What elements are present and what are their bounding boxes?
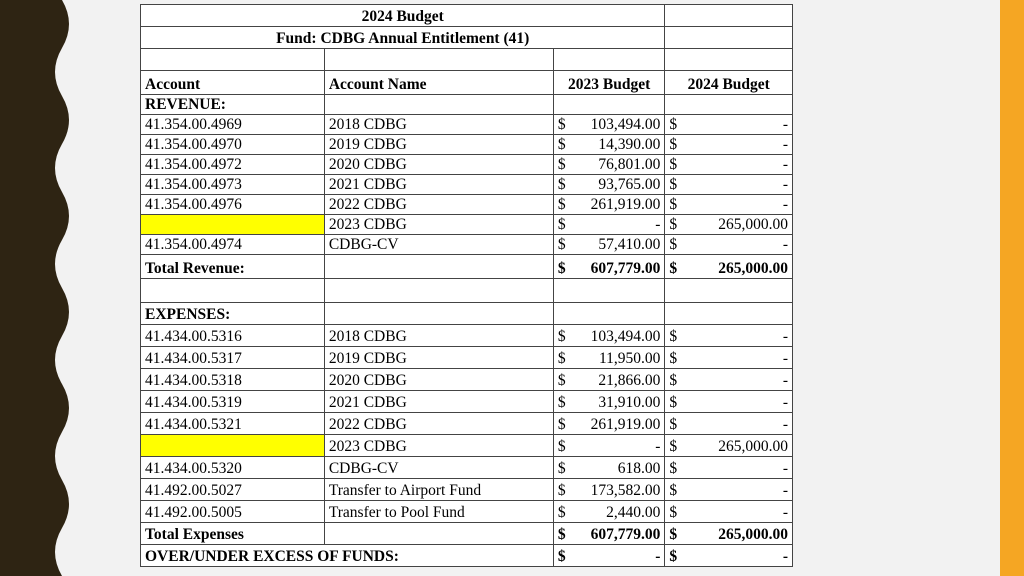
budget-title: 2024 Budget (141, 5, 665, 27)
budget-2023-cell (553, 215, 665, 235)
currency-symbol: $ (669, 416, 678, 433)
blank-cell (324, 49, 553, 71)
currency-symbol: $ (669, 350, 678, 367)
blank-cell (324, 95, 553, 115)
expenses-row (141, 347, 793, 369)
budget-2023-cell (553, 479, 665, 501)
account-name: 2022 CDBG (324, 413, 553, 435)
excess-row (141, 545, 793, 567)
account-name: 2018 CDBG (324, 325, 553, 347)
currency-symbol: $ (557, 526, 566, 543)
revenue-row (141, 135, 793, 155)
amount: - (782, 548, 788, 565)
blank-cell (665, 95, 793, 115)
col-header-account: Account (141, 71, 325, 95)
currency-symbol: $ (557, 260, 566, 277)
blank-cell (324, 523, 553, 545)
budget-2023-cell (553, 391, 665, 413)
amount: - (655, 548, 661, 565)
excess-2023-cell (553, 545, 665, 567)
amount: 265,000.00 (718, 526, 788, 543)
currency-symbol: $ (557, 372, 566, 389)
revenue-total-label: Total Revenue: (141, 255, 325, 279)
excess-2024-cell (665, 545, 793, 567)
currency-symbol: $ (669, 328, 678, 345)
account-name: 2021 CDBG (324, 391, 553, 413)
currency-symbol: $ (557, 236, 566, 253)
budget-2024-cell (665, 115, 793, 135)
currency-symbol: $ (669, 260, 678, 277)
revenue-heading: REVENUE: (141, 95, 325, 115)
budget-2023-cell (553, 325, 665, 347)
col-header-account-name: Account Name (324, 71, 553, 95)
currency-symbol: $ (669, 216, 678, 233)
budget-2024-cell (665, 391, 793, 413)
blank-cell (665, 5, 793, 27)
amount: - (782, 116, 788, 133)
budget-2023-cell (553, 115, 665, 135)
total-2024-cell (665, 523, 793, 545)
expenses-heading-row (141, 303, 793, 325)
account-number: 41.434.00.5317 (141, 347, 325, 369)
currency-symbol: $ (669, 504, 678, 521)
revenue-row (141, 195, 793, 215)
expenses-row (141, 501, 793, 523)
budget-2024-cell (665, 501, 793, 523)
currency-symbol: $ (557, 504, 566, 521)
currency-symbol: $ (557, 176, 566, 193)
amount: 265,000.00 (718, 260, 788, 277)
account-number: 41.492.00.5005 (141, 501, 325, 523)
currency-symbol: $ (557, 482, 566, 499)
currency-symbol: $ (557, 416, 566, 433)
currency-symbol: $ (669, 372, 678, 389)
budget-2024-cell (665, 195, 793, 215)
fund-title: Fund: CDBG Annual Entitlement (41) (141, 27, 665, 49)
amount: 618.00 (617, 460, 661, 477)
blank-cell (665, 279, 793, 303)
blank-row (141, 49, 793, 71)
blank-cell (553, 49, 665, 71)
account-name: CDBG-CV (324, 457, 553, 479)
blank-cell (665, 49, 793, 71)
currency-symbol: $ (557, 116, 566, 133)
amount: 265,000.00 (718, 216, 788, 233)
amount: - (782, 196, 788, 213)
amount: - (655, 216, 661, 233)
budget-2024-cell (665, 155, 793, 175)
currency-symbol: $ (557, 548, 566, 565)
amount: 21,866.00 (598, 372, 661, 389)
amount: 173,582.00 (590, 482, 661, 499)
account-number: 41.434.00.5316 (141, 325, 325, 347)
blank-cell (553, 279, 665, 303)
expenses-heading: EXPENSES: (141, 303, 325, 325)
account-number: 41.354.00.4972 (141, 155, 325, 175)
account-name: 2020 CDBG (324, 369, 553, 391)
currency-symbol: $ (669, 136, 678, 153)
amount: - (782, 372, 788, 389)
left-wavy-decoration (0, 0, 90, 576)
currency-symbol: $ (669, 438, 678, 455)
currency-symbol: $ (557, 136, 566, 153)
amount: 57,410.00 (598, 236, 661, 253)
amount: 103,494.00 (590, 116, 661, 133)
currency-symbol: $ (669, 482, 678, 499)
budget-2023-cell (553, 195, 665, 215)
amount: 607,779.00 (590, 260, 661, 277)
blank-cell (324, 279, 553, 303)
col-header-2024-budget: 2024 Budget (665, 71, 793, 95)
column-header-row (141, 71, 793, 95)
currency-symbol: $ (557, 438, 566, 455)
currency-symbol: $ (557, 216, 566, 233)
revenue-heading-row (141, 95, 793, 115)
expenses-row (141, 369, 793, 391)
amount: - (655, 438, 661, 455)
budget-2023-cell (553, 435, 665, 457)
amount: 261,919.00 (590, 416, 661, 433)
account-name: Transfer to Pool Fund (324, 501, 553, 523)
budget-2024-cell (665, 135, 793, 155)
account-name: 2023 CDBG (324, 435, 553, 457)
amount: 31,910.00 (598, 394, 661, 411)
blank-cell (553, 95, 665, 115)
budget-2023-cell (553, 155, 665, 175)
budget-2023-cell (553, 457, 665, 479)
revenue-row (141, 235, 793, 255)
currency-symbol: $ (557, 328, 566, 345)
currency-symbol: $ (557, 460, 566, 477)
amount: - (782, 482, 788, 499)
currency-symbol: $ (669, 394, 678, 411)
account-name: 2021 CDBG (324, 175, 553, 195)
amount: - (782, 504, 788, 521)
expenses-row (141, 479, 793, 501)
expenses-row (141, 391, 793, 413)
total-2023-cell (553, 523, 665, 545)
amount: - (782, 394, 788, 411)
account-name: Transfer to Airport Fund (324, 479, 553, 501)
amount: - (782, 328, 788, 345)
account-name: 2018 CDBG (324, 115, 553, 135)
budget-2024-cell (665, 235, 793, 255)
budget-2024-cell (665, 369, 793, 391)
revenue-row (141, 175, 793, 195)
budget-2023-cell (553, 135, 665, 155)
expenses-total-label: Total Expenses (141, 523, 325, 545)
amount: 14,390.00 (598, 136, 661, 153)
currency-symbol: $ (669, 236, 678, 253)
amount: - (782, 350, 788, 367)
account-number: 41.354.00.4976 (141, 195, 325, 215)
currency-symbol: $ (669, 460, 678, 477)
account-name: CDBG-CV (324, 235, 553, 255)
excess-label: OVER/UNDER EXCESS OF FUNDS: (141, 545, 554, 567)
account-number: 41.492.00.5027 (141, 479, 325, 501)
amount: 103,494.00 (590, 328, 661, 345)
revenue-row (141, 115, 793, 135)
amount: - (782, 156, 788, 173)
account-name: 2023 CDBG (324, 215, 553, 235)
blank-cell (141, 49, 325, 71)
budget-2024-cell (665, 325, 793, 347)
amount: 607,779.00 (590, 526, 661, 543)
col-header-2023-budget: 2023 Budget (553, 71, 665, 95)
blank-cell (324, 303, 553, 325)
blank-cell (141, 279, 325, 303)
account-number: 41.434.00.5320 (141, 457, 325, 479)
account-number (141, 215, 325, 235)
expenses-row (141, 457, 793, 479)
budget-2024-cell (665, 175, 793, 195)
total-2024-cell (665, 255, 793, 279)
currency-symbol: $ (669, 176, 678, 193)
expenses-row (141, 413, 793, 435)
budget-2023-cell (553, 175, 665, 195)
currency-symbol: $ (669, 116, 678, 133)
currency-symbol: $ (557, 196, 566, 213)
fund-row (141, 27, 793, 49)
budget-2024-cell (665, 215, 793, 235)
amount: 261,919.00 (590, 196, 661, 213)
account-name: 2020 CDBG (324, 155, 553, 175)
spacer-row (141, 279, 793, 303)
amount: - (782, 136, 788, 153)
revenue-row (141, 215, 793, 235)
budget-2023-cell (553, 413, 665, 435)
account-name: 2022 CDBG (324, 195, 553, 215)
amount: 76,801.00 (598, 156, 661, 173)
currency-symbol: $ (557, 394, 566, 411)
account-number: 41.354.00.4970 (141, 135, 325, 155)
currency-symbol: $ (669, 526, 678, 543)
amount: - (782, 416, 788, 433)
blank-cell (665, 303, 793, 325)
account-number: 41.354.00.4974 (141, 235, 325, 255)
blank-cell (324, 255, 553, 279)
amount: 11,950.00 (598, 350, 661, 367)
title-row (141, 5, 793, 27)
budget-2024-cell (665, 457, 793, 479)
currency-symbol: $ (669, 196, 678, 213)
budget-2023-cell (553, 369, 665, 391)
amount: 2,440.00 (606, 504, 661, 521)
blank-cell (665, 27, 793, 49)
account-number: 41.354.00.4973 (141, 175, 325, 195)
amount: - (782, 176, 788, 193)
revenue-total-row (141, 255, 793, 279)
budget-2023-cell (553, 235, 665, 255)
right-accent-bar (1000, 0, 1024, 576)
budget-2024-cell (665, 479, 793, 501)
currency-symbol: $ (669, 156, 678, 173)
currency-symbol: $ (557, 156, 566, 173)
total-2023-cell (553, 255, 665, 279)
amount: 93,765.00 (598, 176, 661, 193)
budget-2023-cell (553, 501, 665, 523)
budget-2024-cell (665, 347, 793, 369)
budget-table (140, 4, 793, 567)
revenue-row (141, 155, 793, 175)
account-name: 2019 CDBG (324, 135, 553, 155)
expenses-row (141, 325, 793, 347)
account-number: 41.354.00.4969 (141, 115, 325, 135)
account-number: 41.434.00.5321 (141, 413, 325, 435)
account-name: 2019 CDBG (324, 347, 553, 369)
budget-2023-cell (553, 347, 665, 369)
account-number: 41.434.00.5318 (141, 369, 325, 391)
budget-2024-cell (665, 413, 793, 435)
account-number (141, 435, 325, 457)
expenses-total-row (141, 523, 793, 545)
amount: 265,000.00 (718, 438, 788, 455)
currency-symbol: $ (669, 548, 678, 565)
account-number: 41.434.00.5319 (141, 391, 325, 413)
blank-cell (553, 303, 665, 325)
amount: - (782, 460, 788, 477)
currency-symbol: $ (557, 350, 566, 367)
amount: - (782, 236, 788, 253)
budget-2024-cell (665, 435, 793, 457)
expenses-row (141, 435, 793, 457)
